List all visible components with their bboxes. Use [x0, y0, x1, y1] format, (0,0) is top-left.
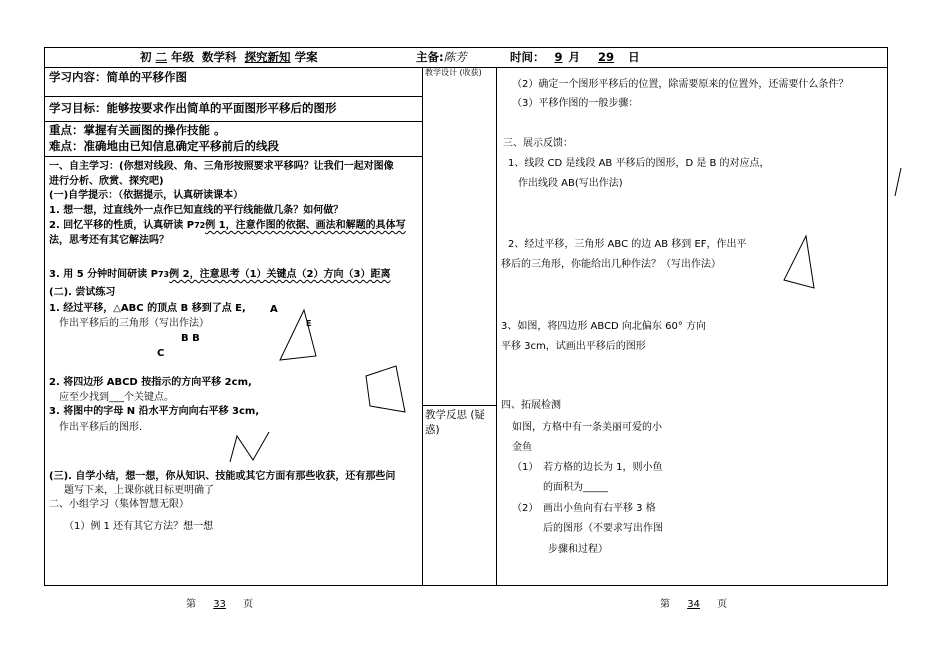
plan-label: 学案	[294, 50, 318, 64]
extension-q2-cont2: 步骤和过程）	[548, 544, 608, 555]
page-number-left	[186, 598, 253, 611]
question-3-text: 3. 用 5 分钟时间研读 P	[49, 269, 158, 280]
row-divider	[44, 121, 422, 122]
key-point-line: 重点：掌握有关画图的操作技能 。	[49, 123, 226, 137]
reflection-label-cont: 惑)	[425, 424, 440, 436]
row-divider	[44, 156, 422, 157]
section3-summary: (三). 自学小结，想一想，你从知识、技能或其它方面有那些收获，还有那些问	[49, 471, 396, 482]
section3-summary-cont: 题写下来，上课你就目标更明确了	[64, 485, 214, 496]
page-value-left: 33	[213, 599, 226, 610]
question-3-rest: 例 2，注意思考（1）关键点（2）方向（3）距离	[169, 269, 391, 280]
day-value: 29	[598, 50, 615, 64]
row-divider	[422, 405, 496, 406]
extension-q2-number: （2）	[512, 503, 539, 514]
exercise-1-cont: 作出平移后的三角形（写出作法）	[59, 318, 209, 329]
exercise-2: 2. 将四边形 ABCD 按指示的方向平移 2cm,	[49, 377, 252, 388]
section2-title: (二). 尝试练习	[49, 287, 116, 298]
feedback-2: 2、经过平移，三角形 ABC 的边 AB 移到 EF，作出平	[508, 239, 747, 250]
segment-cd-figure	[890, 165, 906, 199]
question-2	[49, 219, 406, 232]
right-column-divider	[496, 67, 497, 585]
month-unit: 月	[568, 50, 581, 64]
extension-intro: 如图，方格中有一条美丽可爱的小	[512, 422, 662, 433]
feedback-3: 3、如图，将四边形 ABCD 向北偏东 60° 方向	[501, 321, 707, 332]
section1-hint: (一)自学提示：（依据提示，认真研读课本）	[49, 190, 244, 201]
section1-title: 一、自主学习：(你想对线段、角、三角形按照要求平移吗？让我们一起对图像	[49, 161, 394, 172]
extension-q2: 画出小鱼向有右平移 3 格	[543, 503, 656, 514]
extension-q1-number: （1）	[512, 462, 539, 473]
letter-n-figure	[225, 428, 275, 468]
feedback-1: 1、线段 CD 是线段 AB 平移后的图形，D 是 B 的对应点，	[508, 158, 770, 169]
triangle-figure	[270, 308, 320, 364]
feedback-2-cont: 移后的三角形，你能给出几种作法？（写出作法）	[501, 259, 721, 270]
section1-title-cont: 进行分析、欣赏、探究吧)	[49, 176, 164, 187]
feedback-3-cont: 平移 3cm，试画出平移后的图形	[501, 341, 646, 352]
left-column-divider	[422, 67, 423, 585]
point-label-a: A	[270, 304, 278, 315]
exercise-1: 1. 经过平移，△ABC 的顶点 B 移到了点 E,	[49, 303, 246, 314]
page-suffix-right: 页	[717, 599, 728, 610]
point-label-b: B B	[181, 333, 200, 344]
design-label: 教学设计 (收获)	[425, 68, 482, 77]
grade-prefix: 初	[140, 50, 152, 64]
point-label-e: E	[306, 319, 312, 328]
page-prefix-left: 第	[186, 599, 196, 610]
section-extension: 四、拓展检测	[501, 400, 561, 411]
date-field	[510, 50, 640, 65]
question-3-page: 73	[157, 270, 170, 279]
subject: 数学科	[202, 50, 237, 64]
right-question-3: （3）平移作图的一般步骤：	[512, 98, 639, 109]
section-group-study: 二、小组学习（集体智慧无限）	[49, 499, 189, 510]
question-2-text: 2. 回忆平移的性质，认真研读 P	[49, 220, 195, 231]
exercise-3: 3. 将图中的字母 N 沿水平方向向右平移 3cm,	[49, 406, 260, 417]
exercise-2-cont: 应至少找到___个关键点。	[59, 392, 174, 403]
chief-label: 主备:	[416, 50, 444, 64]
reflection-label: 教学反思 (疑	[425, 409, 485, 421]
difficulty-line: 难点：准确地由已知信息确定平移前后的线段	[49, 139, 279, 153]
extension-q1: 若方格的边长为 1，则小鱼	[543, 462, 663, 473]
page-header	[140, 50, 318, 65]
section-feedback: 三、展示反馈：	[503, 138, 573, 149]
topic: 探究新知	[244, 50, 291, 64]
group-question-1: （1）例 1 还有其它方法？想一想	[64, 521, 214, 532]
quadrilateral-figure	[360, 362, 410, 418]
question-3	[49, 268, 390, 281]
page-value-right: 34	[687, 599, 700, 610]
grade-number: 二	[155, 50, 168, 64]
month-value: 9	[554, 50, 563, 64]
day-unit: 日	[628, 50, 640, 64]
exercise-3-cont: 作出平移后的图形.	[59, 422, 143, 433]
extension-intro-cont: 金鱼	[512, 442, 532, 453]
extension-q1-cont: 的面积为_____	[543, 482, 608, 493]
right-question-2: （2）确定一个图形平移后的位置，除需要原来的位置外，还需要什么条件？	[512, 79, 849, 90]
time-label: 时间：	[510, 50, 545, 64]
point-label-c: C	[157, 348, 165, 359]
question-1: 1. 想一想，过直线外一点作已知直线的平行线能做几条？如何做？	[49, 205, 344, 216]
feedback-1-cont: 作出线段 AB(写出作法)	[518, 178, 623, 189]
question-2-rest: 例 1，注意作图的依据、画法和解题的具体写	[205, 220, 406, 231]
page-suffix-left: 页	[243, 599, 254, 610]
question-2-page: 72	[194, 221, 206, 230]
chief-preparer	[416, 50, 467, 65]
content-line: 学习内容：简单的平移作图	[49, 70, 187, 84]
question-2-cont: 法，思考还有其它解法吗？	[49, 235, 169, 246]
grade-suffix: 年级	[171, 50, 195, 64]
row-divider	[44, 96, 422, 97]
page-prefix-right: 第	[660, 599, 670, 610]
segment-ef-triangle-figure	[778, 232, 820, 294]
page-number-right	[660, 598, 727, 611]
chief-name: 陈芳	[443, 50, 467, 64]
extension-q2-cont: 后的图形（不要求写出作图	[543, 523, 663, 534]
goal-line: 学习目标：能够按要求作出简单的平面图形平移后的图形	[49, 101, 337, 115]
